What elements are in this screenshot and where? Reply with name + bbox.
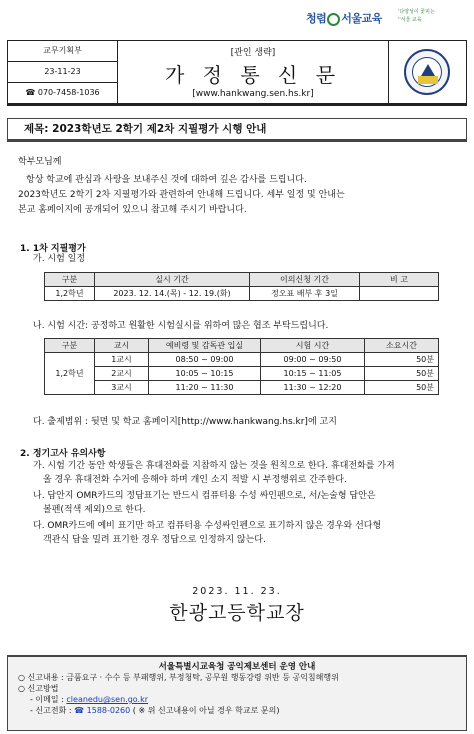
closing-date: 2023. 11. 23. xyxy=(192,586,282,597)
greeting: 학부모님께 xyxy=(18,157,62,167)
header-date: 23-11-23 xyxy=(8,62,117,83)
section-1-title: 1. 1차 지필평가 xyxy=(20,244,86,254)
section-2-title: 2. 정기고사 유의사항 xyxy=(20,449,106,459)
header-phone-number: 070-7458-1036 xyxy=(37,88,100,97)
table-cell: 1,2학년 xyxy=(45,287,95,301)
report-email-label: - 이메일 : xyxy=(30,695,67,704)
table-header: 이의신청 기간 xyxy=(250,273,360,287)
header-category: [관인 생략] xyxy=(230,48,276,58)
report-method-line: ○ 신고방법 xyxy=(18,684,59,693)
table-cell-grade: 1,2학년 xyxy=(45,353,95,395)
table-cell xyxy=(360,287,439,301)
table-row xyxy=(45,367,439,381)
intro-paragraph-3: 본교 홈페이지에 공개되어 있으니 참고해 주시기 바랍니다. xyxy=(18,205,247,215)
report-email-link[interactable]: cleanedu@sen.go.kr xyxy=(66,695,148,704)
table-cell: 50분 xyxy=(365,367,439,381)
table-cell: 11:20 ~ 11:30 xyxy=(149,381,261,395)
table-header: 구분 xyxy=(45,273,95,287)
table-header: 비 고 xyxy=(360,273,439,287)
intro-paragraph-1: 항상 학교에 관심과 사랑을 보내주신 것에 대하여 깊은 감사를 드립니다. xyxy=(26,175,307,185)
table-cell: 2023. 12. 14.(목) - 12. 19.(화) xyxy=(95,287,250,301)
header-department: 교무기획부 xyxy=(8,41,117,62)
table-cell: 2교시 xyxy=(95,367,149,381)
header-title-block xyxy=(118,41,388,103)
table-cell: 09:00 ~ 09:50 xyxy=(261,353,365,367)
public-interest-report-box xyxy=(7,655,467,731)
seoul-education-logo xyxy=(306,4,470,38)
table-cell: 11:30 ~ 12:20 xyxy=(261,381,365,395)
report-phone-line xyxy=(8,705,466,716)
header-emblem-cell xyxy=(388,41,465,103)
table-header-row xyxy=(45,273,439,287)
table-header: 구분 xyxy=(45,339,95,353)
section-2-item-a-line-2: 올 경우 휴대전화 수거에 응해야 하며 개인 소지 적발 시 부정행위로 간주한다. xyxy=(43,475,347,485)
section-2-item-b-line-2: 볼펜(적색 제외)으로 한다. xyxy=(43,505,146,515)
intro-text xyxy=(18,155,463,218)
header-phone xyxy=(8,83,117,104)
header-url: [www.hankwang.sen.hs.kr] xyxy=(192,89,314,99)
table-header: 교시 xyxy=(95,339,149,353)
section-2-item-c-line-1: 다. OMR카드에 예비 표기만 하고 컴퓨터용 수성싸인펜으로 표기하지 않은 경우와 선다형 xyxy=(33,521,382,531)
table-cell: 10:15 ~ 11:05 xyxy=(261,367,365,381)
telephone-icon: ☎ xyxy=(25,88,36,97)
logo-text-seoul-education: 서울교육 xyxy=(341,12,382,25)
logo-slogan-line-1: '다양성이 꽃피는 xyxy=(398,9,435,15)
table-header: 실시 기간 xyxy=(95,273,250,287)
exam-time-table xyxy=(44,338,439,395)
section-1-item-b: 나. 시험 시간: 공정하고 원활한 시험실시를 위하여 많은 협조 부탁드립니다. xyxy=(33,321,329,331)
page-title: 가 정 통 신 문 xyxy=(164,63,342,87)
table-header-row xyxy=(45,339,439,353)
logo-slogan-line-2: ''서울 교육 xyxy=(398,17,422,23)
table-cell: 50분 xyxy=(365,353,439,367)
logo-slogan xyxy=(398,8,435,24)
table-cell: 3교시 xyxy=(95,381,149,395)
school-emblem-icon xyxy=(404,49,450,95)
report-box-title: 서울특별시교육청 공익제보센터 운영 안내 xyxy=(158,662,316,672)
table-header: 예비령 및 감독관 입실 xyxy=(149,339,261,353)
logo-ring-icon xyxy=(327,13,340,26)
table-cell: 08:50 ~ 09:00 xyxy=(149,353,261,367)
section-2-item-a-line-1: 가. 시험 기간 동안 학생들은 휴대전화를 지참하지 않는 것을 원칙으로 한다. 휴대전화를 가져 xyxy=(33,461,395,471)
section-2-item-b-line-1: 나. 답안지 OMR카드의 정답표기는 반드시 컴퓨터용 수성 싸인펜으로, 서/논술형 답안은 xyxy=(33,491,376,501)
integrity-logo-mark xyxy=(306,10,382,26)
report-phone-note: ( ※ 위 신고내용이 아닐 경우 학교로 문의) xyxy=(130,706,280,715)
table-cell: 50분 xyxy=(365,381,439,395)
report-phone-number: ☎ 1588-0260 xyxy=(74,706,131,715)
newsletter-header xyxy=(7,40,467,106)
subject-bar: 제목: 2023학년도 2학기 제2차 지필평가 시행 안내 xyxy=(7,118,467,142)
table-row xyxy=(45,353,439,367)
table-cell: 1교시 xyxy=(95,353,149,367)
intro-paragraph-2: 2023학년도 2학기 2차 지필평가와 관련하여 안내해 드립니다. 세부 일정 및 안내는 xyxy=(18,190,345,200)
report-email-line xyxy=(8,694,466,705)
school-principal-signature: 한광고등학교장 xyxy=(169,602,305,624)
report-phone-label: - 신고전화 : xyxy=(30,706,75,715)
table-cell: 정오표 배부 후 3일 xyxy=(250,287,360,301)
table-row xyxy=(45,287,439,301)
logo-text-integrity: 청렴 xyxy=(306,12,327,25)
table-header: 시험 시간 xyxy=(261,339,365,353)
header-info-column xyxy=(8,41,118,103)
section-1-item-c: 다. 출제범위 : 뒷면 및 학교 홈페이지[http://www.hankwang.hs.kr]에 고지 xyxy=(33,417,337,427)
table-row xyxy=(45,381,439,395)
table-cell: 10:05 ~ 10:15 xyxy=(149,367,261,381)
table-header: 소요시간 xyxy=(365,339,439,353)
section-2-item-c-line-2: 객관식 답을 밀려 표기한 경우 정답으로 인정하지 않는다. xyxy=(43,535,266,545)
section-1-item-a: 가. 시험 일정 xyxy=(33,254,86,264)
report-content-line: ○ 신고내용 : 금품요구 · 수수 등 부패행위, 부정청탁, 공무원 행동강령 위반 등 공익침해행위 xyxy=(18,673,339,682)
exam-schedule-table xyxy=(44,272,439,301)
